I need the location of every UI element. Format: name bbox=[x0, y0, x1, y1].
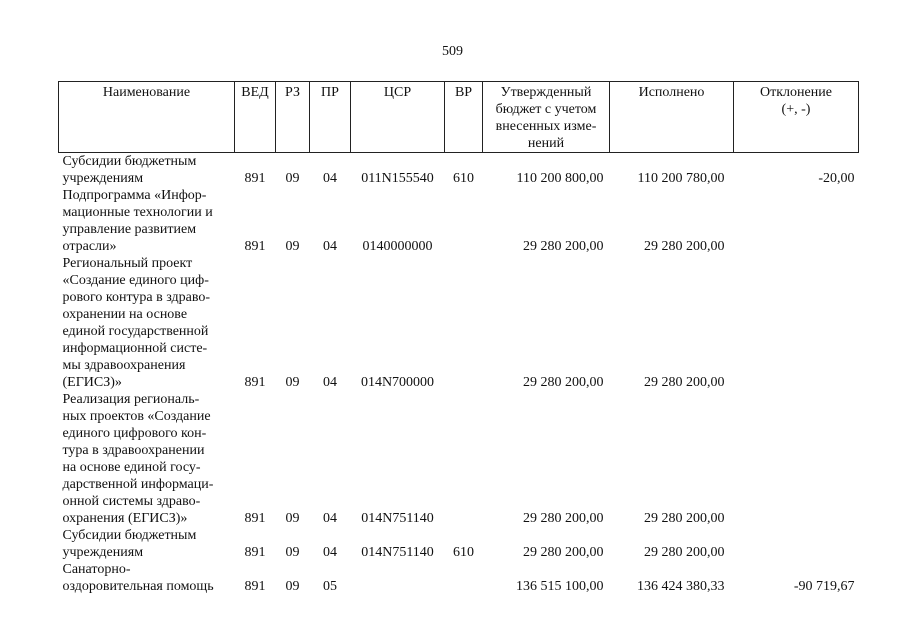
row-name-line: Санаторно- bbox=[62, 562, 131, 577]
row-deviation: -90 719,67 bbox=[793, 579, 855, 594]
row-rz: 09 bbox=[285, 511, 300, 526]
row-executed: 29 280 200,00 bbox=[644, 545, 725, 560]
row-pr: 04 bbox=[323, 375, 337, 390]
row-budget: 29 280 200,00 bbox=[523, 375, 604, 390]
table-row bbox=[59, 561, 859, 595]
row-budget: 29 280 200,00 bbox=[523, 545, 604, 560]
row-ved: 891 bbox=[244, 545, 266, 560]
row-csr: 014N751140 bbox=[361, 545, 434, 560]
row-name bbox=[59, 391, 235, 527]
row-executed: 136 424 380,33 bbox=[637, 579, 725, 594]
row-name-line: Субсидии бюджетным bbox=[62, 528, 197, 543]
row-ved: 891 bbox=[244, 375, 266, 390]
row-ved: 891 bbox=[244, 171, 266, 186]
row-name-line: на основе единой госу- bbox=[62, 460, 201, 475]
row-executed: 29 280 200,00 bbox=[644, 375, 725, 390]
row-csr: 0140000000 bbox=[362, 239, 433, 254]
row-executed: 29 280 200,00 bbox=[644, 239, 725, 254]
col-header-deviation: Отклонение (+, -) bbox=[734, 82, 859, 153]
row-deviation bbox=[734, 187, 859, 255]
row-budget: 136 515 100,00 bbox=[516, 579, 604, 594]
row-executed: 29 280 200,00 bbox=[644, 511, 725, 526]
table-row bbox=[59, 187, 859, 255]
row-name bbox=[59, 153, 235, 188]
row-budget: 29 280 200,00 bbox=[523, 511, 604, 526]
row-csr: 014N700000 bbox=[360, 375, 435, 390]
row-deviation: -20,00 bbox=[818, 171, 855, 186]
row-name-line: единой государственной bbox=[62, 324, 209, 339]
row-name-line: дарственной информаци- bbox=[62, 477, 214, 492]
row-name-line: учреждениям bbox=[62, 545, 144, 560]
row-name-line: Субсидии бюджетным bbox=[62, 154, 197, 169]
row-rz: 09 bbox=[285, 239, 300, 254]
table-row bbox=[59, 255, 859, 391]
row-name-line: оздоровительная помощь bbox=[62, 579, 214, 594]
row-budget: 29 280 200,00 bbox=[523, 239, 604, 254]
row-budget: 110 200 800,00 bbox=[516, 171, 604, 186]
row-rz: 09 bbox=[285, 579, 300, 594]
row-pr: 04 bbox=[323, 545, 337, 560]
row-vr bbox=[445, 187, 483, 255]
row-name-line: Региональный проект bbox=[62, 256, 193, 271]
row-name-line: учреждениям bbox=[62, 171, 144, 186]
row-name-line: охранения (ЕГИСЗ)» bbox=[62, 511, 188, 526]
row-vr: 610 bbox=[453, 545, 474, 560]
row-name bbox=[59, 527, 235, 561]
row-name-line: управление развитием bbox=[62, 222, 197, 237]
row-name bbox=[59, 561, 235, 595]
row-ved: 891 bbox=[244, 579, 266, 594]
table-header-row bbox=[59, 82, 859, 153]
col-header-ved: ВЕД bbox=[235, 82, 276, 153]
row-ved: 891 bbox=[244, 511, 266, 526]
row-deviation bbox=[734, 391, 859, 527]
row-pr: 05 bbox=[323, 579, 337, 594]
row-name-line: тура в здравоохранении bbox=[62, 443, 205, 458]
row-name-line: Реализация региональ- bbox=[62, 392, 200, 407]
row-name-line: (ЕГИСЗ)» bbox=[62, 375, 122, 390]
row-deviation bbox=[734, 527, 859, 561]
row-ved: 891 bbox=[244, 239, 266, 254]
row-name-line: охранении на основе bbox=[62, 307, 188, 322]
row-rz: 09 bbox=[285, 545, 300, 560]
row-name-line: онной системы здраво- bbox=[62, 494, 201, 509]
col-header-budget: Утвержденный бюджет с учетом внесенных изме- нений bbox=[483, 82, 610, 153]
row-name-line: Подпрограмма «Инфор- bbox=[62, 188, 207, 203]
row-name bbox=[59, 255, 235, 391]
row-rz: 09 bbox=[285, 375, 300, 390]
col-header-vr: ВР bbox=[445, 82, 483, 153]
col-header-pr: ПР bbox=[310, 82, 351, 153]
row-name-line: «Создание единого циф- bbox=[62, 273, 209, 288]
row-name-line: ных проектов «Создание bbox=[62, 409, 211, 424]
row-name-line: мы здравоохранения bbox=[62, 358, 186, 373]
row-rz: 09 bbox=[285, 171, 300, 186]
col-header-name: Наименование bbox=[59, 82, 235, 153]
row-vr bbox=[445, 561, 483, 595]
row-name-line: отрасли» bbox=[62, 239, 117, 254]
row-name bbox=[59, 187, 235, 255]
row-name-line: мационные технологии и bbox=[62, 205, 213, 220]
budget-table bbox=[58, 81, 859, 595]
col-header-executed: Исполнено bbox=[610, 82, 734, 153]
page-number: 509 bbox=[442, 44, 463, 59]
col-header-rz: РЗ bbox=[276, 82, 310, 153]
table-row bbox=[59, 391, 859, 527]
row-executed: 110 200 780,00 bbox=[637, 171, 725, 186]
row-vr: 610 bbox=[453, 171, 474, 186]
row-pr: 04 bbox=[323, 239, 337, 254]
row-name-line: единого цифрового кон- bbox=[62, 426, 207, 441]
table-row bbox=[59, 527, 859, 561]
row-csr bbox=[351, 561, 445, 595]
row-vr bbox=[445, 255, 483, 391]
row-csr: 011N155540 bbox=[361, 171, 434, 186]
row-name-line: информационной систе- bbox=[62, 341, 208, 356]
row-name-line: рового контура в здраво- bbox=[62, 290, 211, 305]
row-deviation bbox=[734, 255, 859, 391]
row-pr: 04 bbox=[323, 511, 337, 526]
row-csr: 014N751140 bbox=[361, 511, 434, 526]
col-header-csr: ЦСР bbox=[351, 82, 445, 153]
table-row bbox=[59, 153, 859, 188]
row-pr: 04 bbox=[323, 171, 337, 186]
row-vr bbox=[445, 391, 483, 527]
